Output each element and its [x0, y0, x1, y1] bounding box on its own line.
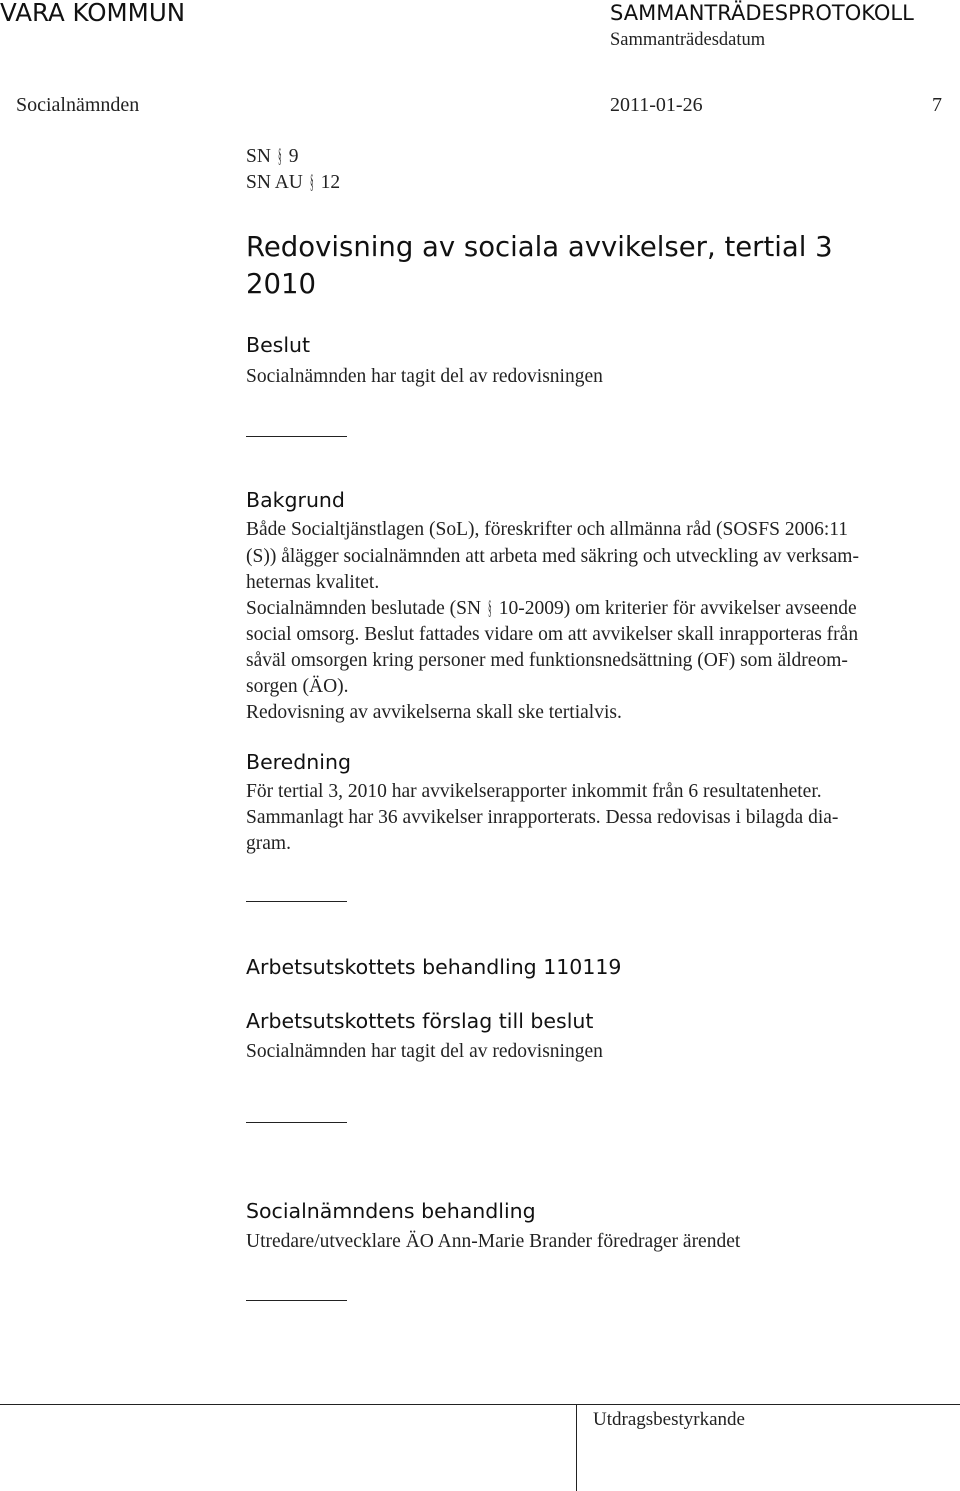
au-behandling-heading: Arbetsutskottets behandling 110119 [246, 955, 622, 979]
page-number: 7 [932, 94, 942, 116]
footer-divider [576, 1404, 577, 1491]
bakgrund-line [246, 596, 857, 622]
section-sign-icon: § [278, 146, 282, 167]
section-sign-icon: § [310, 172, 314, 193]
au-forslag-text: Socialnämnden har tagit del av redovisningen [246, 1041, 603, 1062]
au-forslag-heading: Arbetsutskottets förslag till beslut [246, 1009, 594, 1033]
bakgrund-line: social omsorg. Beslut fattades vidare om att avvikelser skall inrapporteras från [246, 624, 859, 645]
beredning-line: gram. [246, 833, 291, 854]
beslut-text: Socialnämnden har tagit del av redovisningen [246, 366, 603, 387]
beredning-heading: Beredning [246, 750, 351, 774]
sn-number: 9 [288, 146, 299, 167]
certification-label: Utdragsbestyrkande [593, 1409, 745, 1430]
committee-name: Socialnämnden [16, 94, 140, 116]
bakgrund-line-part: Socialnämnden beslutade (SN [246, 598, 482, 619]
bakgrund-heading: Bakgrund [246, 488, 345, 512]
item-title-line-1: Redovisning av sociala avvikelser, tertial 3 [246, 231, 833, 263]
bakgrund-line: såväl omsorgen kring personer med funktionsnedsättning (OF) som äldreom- [246, 650, 848, 671]
bakgrund-line: sorgen (ÄO). [246, 676, 349, 697]
beredning-line: Sammanlagt har 36 avvikelser inrapporterats. Dessa redovisas i bilagda dia- [246, 807, 839, 828]
sn-behandling-text: Utredare/utvecklare ÄO Ann-Marie Brander föredrager ärendet [246, 1231, 741, 1252]
au-number: 12 [320, 172, 341, 193]
municipality-name: VARA KOMMUN [0, 0, 186, 27]
sn-paragraph-ref [246, 146, 298, 168]
meeting-date: 2011-01-26 [610, 94, 703, 116]
bakgrund-line: Både Socialtjänstlagen (SoL), föreskrifter och allmänna råd (SOSFS 2006:11 [246, 519, 849, 540]
bakgrund-line: heternas kvalitet. [246, 572, 380, 593]
divider [246, 901, 347, 902]
bakgrund-line-part: 10-2009) om kriterier för avvikelser avseende [498, 598, 857, 619]
item-title-line-2: 2010 [246, 268, 316, 300]
beredning-line: För tertial 3, 2010 har avvikelserapporter inkommit från 6 resultatenheter. [246, 781, 822, 802]
footer-rule [0, 1404, 960, 1405]
divider [246, 1122, 347, 1123]
beslut-heading: Beslut [246, 333, 311, 357]
document-type: SAMMANTRÄDESPROTOKOLL [610, 1, 914, 25]
meeting-date-label: Sammanträdesdatum [610, 30, 766, 50]
sn-prefix: SN [246, 146, 271, 167]
bakgrund-line: Redovisning av avvikelserna skall ske tertialvis. [246, 702, 622, 723]
sn-behandling-heading: Socialnämndens behandling [246, 1199, 536, 1223]
au-paragraph-ref [246, 172, 340, 194]
divider [246, 1300, 347, 1301]
divider [246, 436, 347, 437]
bakgrund-line: (S)) ålägger socialnämnden att arbeta med säkring och utveckling av verksam- [246, 546, 859, 567]
au-prefix: SN AU [246, 172, 303, 193]
section-sign-icon: § [488, 598, 492, 619]
